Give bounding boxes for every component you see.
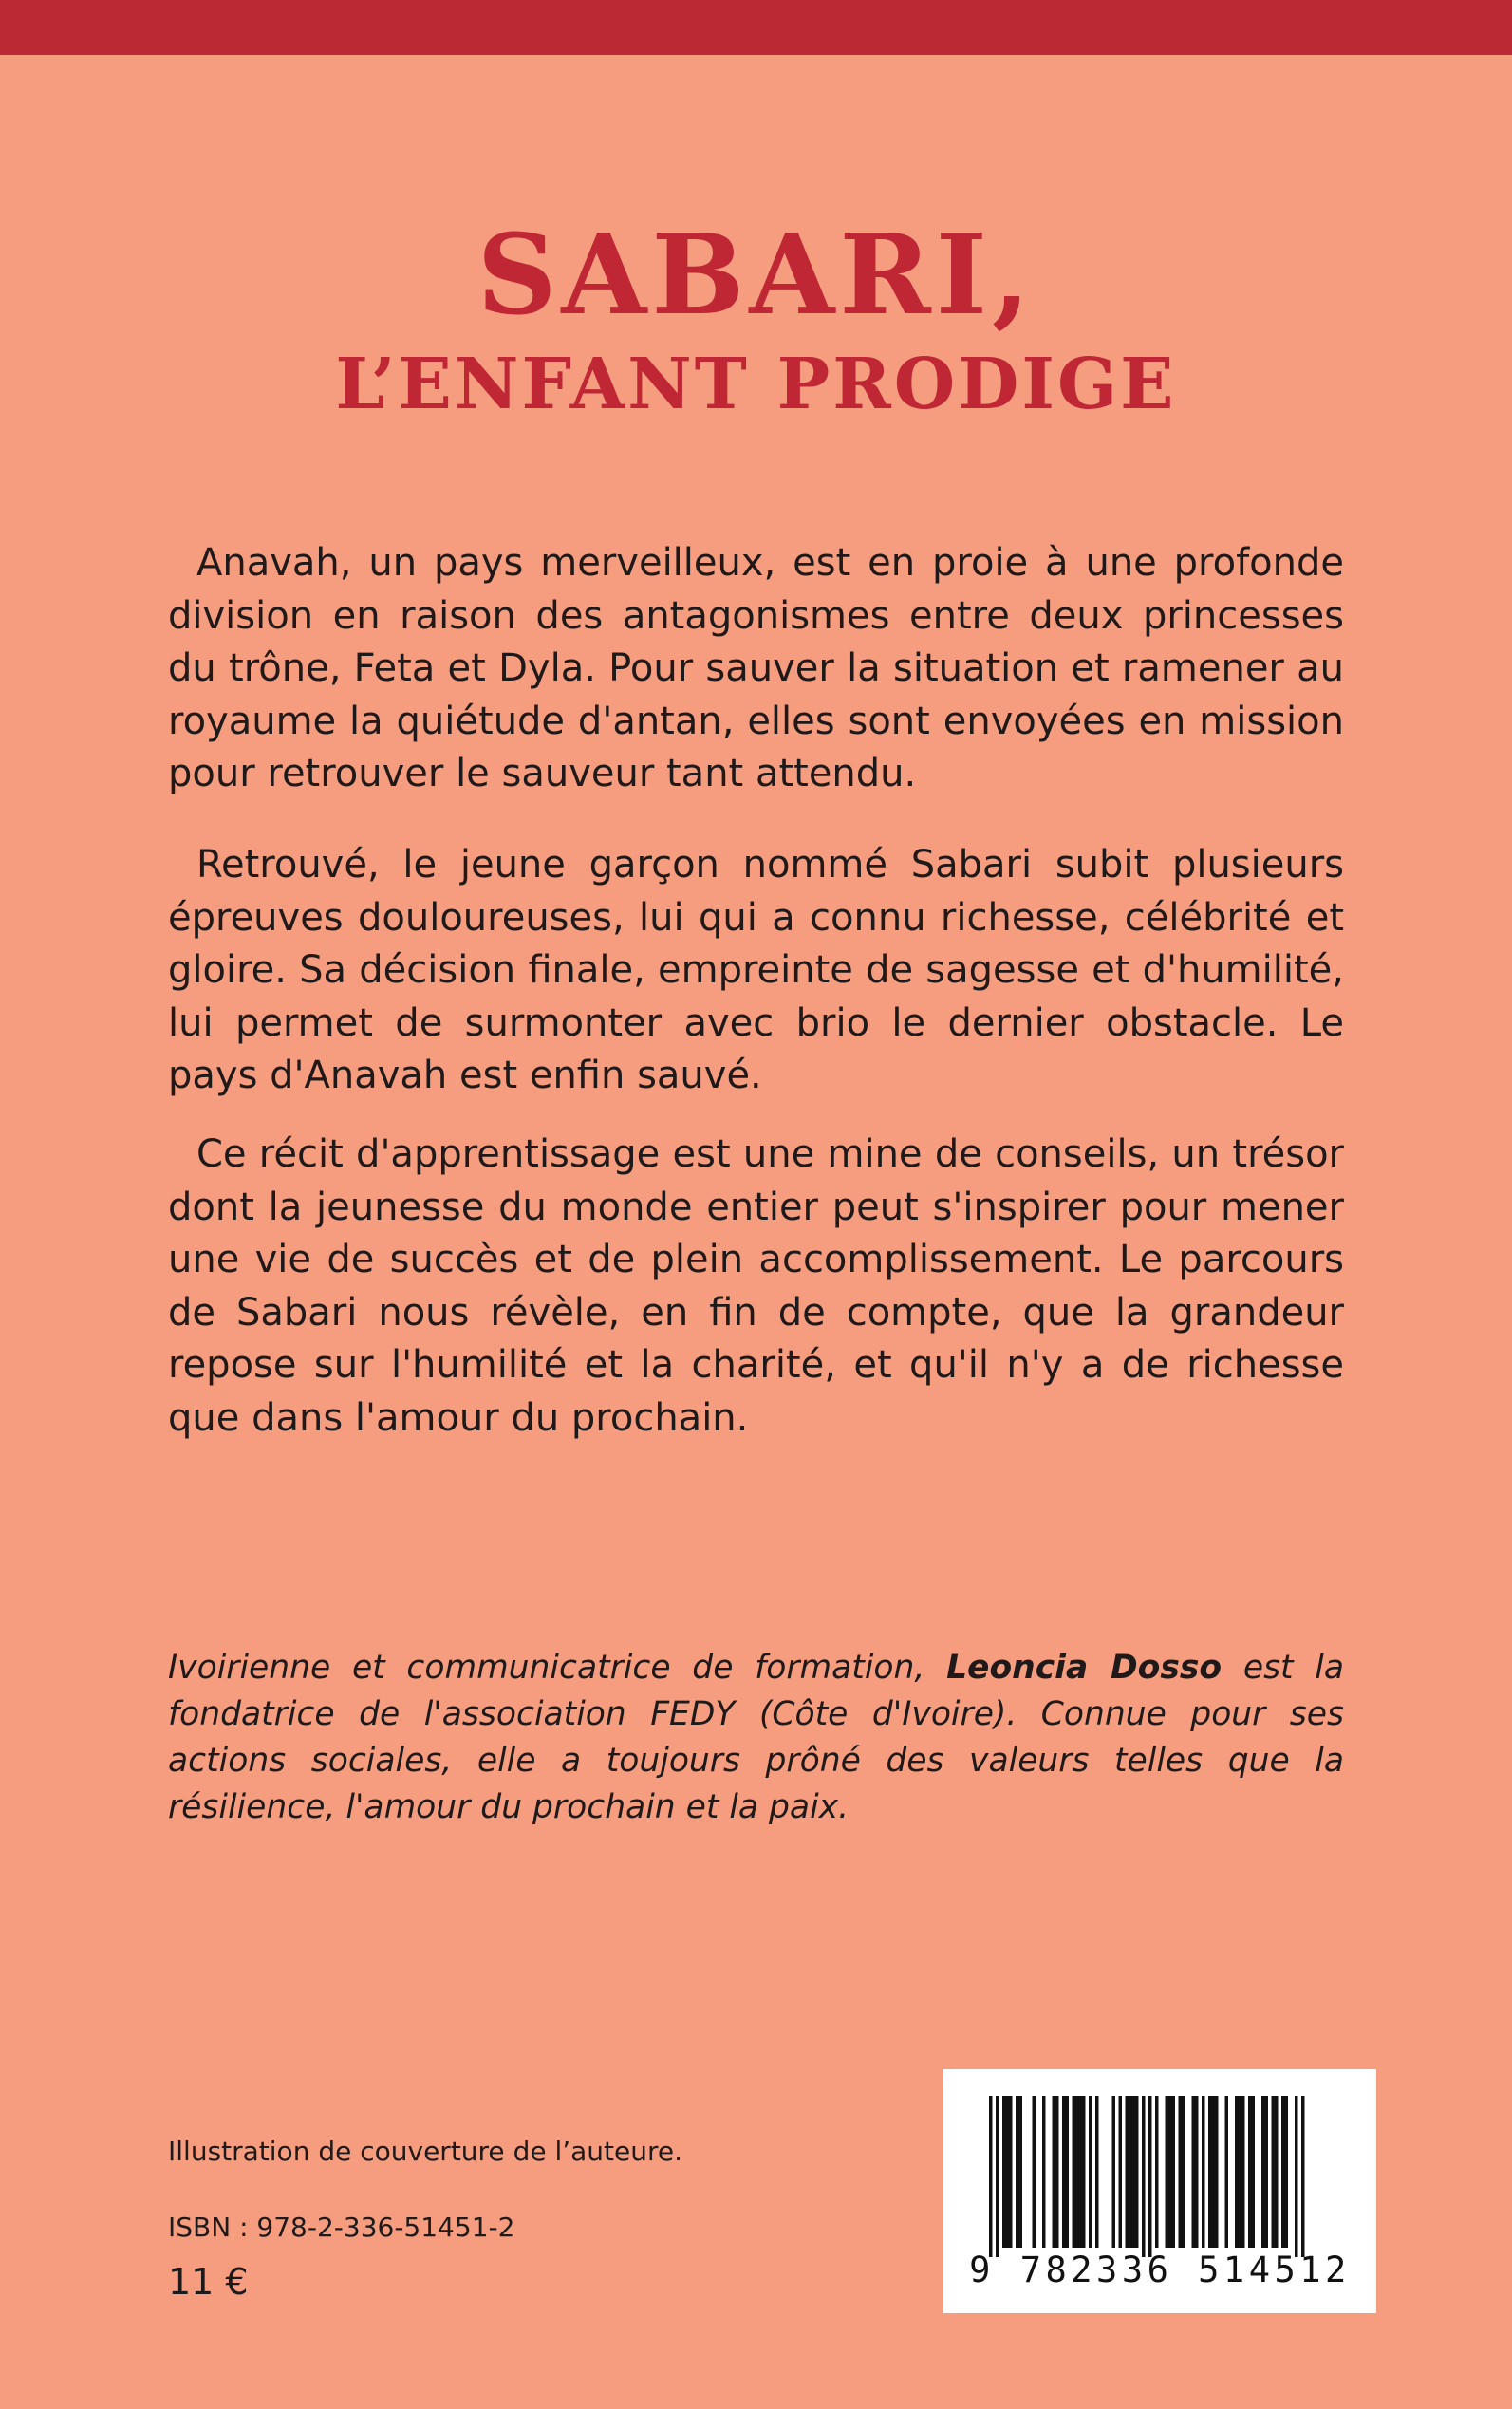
- isbn-number: ISBN : 978-2-336-51451-2: [168, 2212, 515, 2243]
- barcode-bar: [1132, 2096, 1136, 2248]
- top-color-band: [0, 0, 1512, 55]
- barcode-bar: [1148, 2096, 1152, 2257]
- barcode-bar: [1016, 2096, 1019, 2248]
- summary-paragraph-3: Ce récit d'apprentissage est une mine de conseils, un trésor dont la jeunesse du monde entier peut s'inspirer pour mener une vie de succès et de plein accomplissement. Le parcours de Sabari nous révèle, en fin de compte, que la grandeur repose sur l'humilité et la charité, et qu'il n'y a de richesse que dans l'amour du prochain.: [168, 1132, 1344, 1440]
- barcode-bar: [1265, 2096, 1269, 2248]
- barcode-bar: [1006, 2096, 1010, 2248]
- barcode-bar: [1129, 2096, 1132, 2248]
- barcode-bar: [1301, 2096, 1305, 2257]
- barcode-bar: [1202, 2096, 1205, 2248]
- barcode-bar: [1082, 2096, 1086, 2248]
- barcode-digits: 9 782336 514512: [969, 2250, 1351, 2290]
- barcode-bar: [1261, 2096, 1265, 2248]
- barcode-bar: [1275, 2096, 1279, 2248]
- author-bio-rest: est la fondatrice de l'association FEDY (Côte d'Ivoire). Connue pour ses actions sociales, elle a toujours prôné des valeurs telles que la résilience, l'amour du prochain et la paix.: [168, 1649, 1344, 1826]
- barcode-bar: [1126, 2096, 1129, 2248]
- author-name: Leoncia Dosso: [946, 1649, 1223, 1687]
- barcode-bar: [1135, 2096, 1139, 2248]
- barcode-bar: [1168, 2096, 1172, 2248]
- barcode-bar: [989, 2096, 993, 2257]
- barcode-bar: [1079, 2096, 1083, 2248]
- barcode-bar: [1212, 2096, 1216, 2248]
- barcode-bar: [1075, 2096, 1079, 2248]
- barcode-bar: [1248, 2096, 1252, 2248]
- barcode-bar: [1002, 2096, 1006, 2248]
- barcode-bar: [1073, 2096, 1076, 2248]
- barcode-bar: [1033, 2096, 1036, 2248]
- barcode-bar: [1042, 2096, 1046, 2248]
- barcode-bar: [1055, 2096, 1059, 2248]
- barcode-bar: [1172, 2096, 1176, 2248]
- illustration-credit: Illustration de couverture de l’auteure.: [168, 2136, 683, 2167]
- barcode-bar: [1195, 2096, 1199, 2248]
- barcode-bar: [1119, 2096, 1123, 2248]
- barcode-bar: [1208, 2096, 1212, 2248]
- barcode-bar: [1272, 2096, 1276, 2248]
- barcode-bar: [1053, 2096, 1056, 2248]
- barcode-bar: [1009, 2096, 1013, 2248]
- barcode-bar: [1155, 2096, 1159, 2248]
- barcode-bar: [1166, 2096, 1169, 2248]
- summary-paragraph-1: Anavah, un pays merveilleux, est en proie à une profonde division en raison des antagonismes entre deux princesses du trône, Feta et Dyla. Pour sauver la situation et ramener au royaume la quiétude d'antan, elles sont envoyées en mission pour retrouver le sauveur tant attendu.: [168, 541, 1344, 795]
- price: 11 €: [168, 2261, 249, 2303]
- barcode-bar: [1285, 2096, 1289, 2248]
- barcode-bar: [1112, 2096, 1116, 2248]
- barcode-bar: [1235, 2096, 1239, 2248]
- barcode-bar: [1295, 2096, 1298, 2257]
- barcode-bar: [1182, 2096, 1185, 2248]
- barcode-bar: [1281, 2096, 1285, 2248]
- barcode-bar: [1225, 2096, 1229, 2248]
- barcode-bar: [1215, 2096, 1219, 2248]
- author-bio: [168, 1645, 1344, 1831]
- barcode-bar: [1179, 2096, 1183, 2248]
- barcode-bar: [1142, 2096, 1146, 2257]
- book-subtitle: L’ENFANT PRODIGE: [335, 344, 1177, 425]
- barcode-bar: [1019, 2096, 1023, 2248]
- barcode-bar: [996, 2096, 999, 2257]
- barcode-bar: [1095, 2096, 1099, 2248]
- barcode-bar: [1089, 2096, 1092, 2248]
- barcode-bar: [1192, 2096, 1196, 2248]
- barcode-bar: [1241, 2096, 1245, 2248]
- barcode-bar: [1252, 2096, 1256, 2248]
- summary-paragraph-2: Retrouvé, le jeune garçon nommé Sabari subit plusieurs épreuves douloureuses, lui qui a connu richesse, célébrité et gloire. Sa décision finale, empreinte de sagesse et d'humilité, lui permet de surmonter avec brio le dernier obstacle. Le pays d'Anavah est enfin sauvé.: [168, 843, 1344, 1097]
- book-title: SABARI,: [476, 211, 1036, 340]
- barcode-bar: [1062, 2096, 1066, 2248]
- barcode: [943, 2069, 1376, 2313]
- barcode-bar: [1239, 2096, 1242, 2248]
- barcode-bar: [1066, 2096, 1070, 2248]
- author-bio-intro: Ivoirienne et communicatrice de formation,: [168, 1649, 947, 1687]
